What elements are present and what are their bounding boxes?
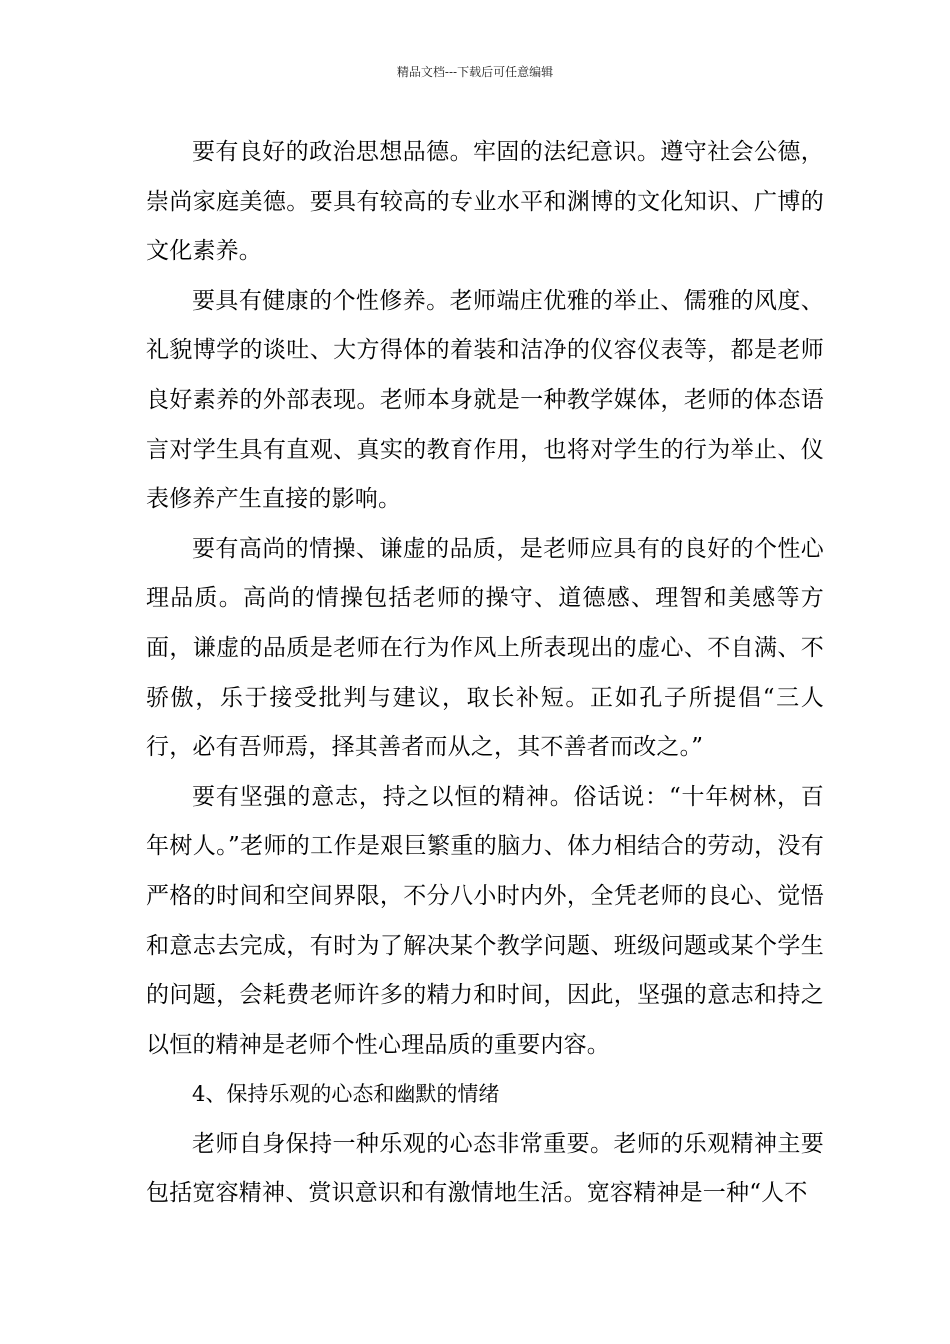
document-body (146, 128, 824, 1219)
section-heading: 4、保持乐观的心态和幽默的情绪 (192, 1082, 500, 1107)
paragraph-moral-quality: 要有良好的政治思想品德。牢固的法纪意识。遵守社会公德，崇尚家庭美德。要具有较高的专业水平和渊博的文化知识、广博的文化素养。 (146, 139, 824, 265)
paragraph-optimism: 老师自身保持一种乐观的心态非常重要。老师的乐观精神主要包括宽容精神、赏识意识和有激情地生活。宽容精神是一种“人不 (146, 1130, 824, 1207)
paragraph-strong-will: 要有坚强的意志，持之以恒的精神。俗话说：“十年树林，百年树人。”老师的工作是艰巨繁重的脑力、体力相结合的劳动，没有严格的时间和空间界限，不分八小时内外，全凭老师的良心、觉悟和意志去完成，有时为了解决某个教学问题、班级问题或某个学生的问题，会耗费老师许多的精力和时间，因此，坚强的意志和持之以恒的精神是老师个性心理品质的重要内容。 (146, 783, 824, 1058)
paragraph-personal-cultivation: 要具有健康的个性修养。老师端庄优雅的举止、儒雅的风度、礼貌博学的谈吐、大方得体的着装和洁净的仪容仪表等，都是老师良好素养的外部表现。老师本身就是一种教学媒体，老师的体态语言对学生具有直观、真实的教育作用，也将对学生的行为举止、仪表修养产生直接的影响。 (146, 287, 824, 513)
paragraph-noble-sentiment: 要有高尚的情操、谦虚的品质，是老师应具有的良好的个性心理品质。高尚的情操包括老师的操守、道德感、理智和美感等方面，谦虚的品质是老师在行为作风上所表现出的虚心、不自满、不骄傲，乐于接受批判与建议，取长补短。正如孔子所提倡“三人行，必有吾师焉，择其善者而从之，其不善者而改之。” (146, 535, 824, 761)
page-header: 精品文档---下载后可任意编辑 (396, 65, 554, 79)
